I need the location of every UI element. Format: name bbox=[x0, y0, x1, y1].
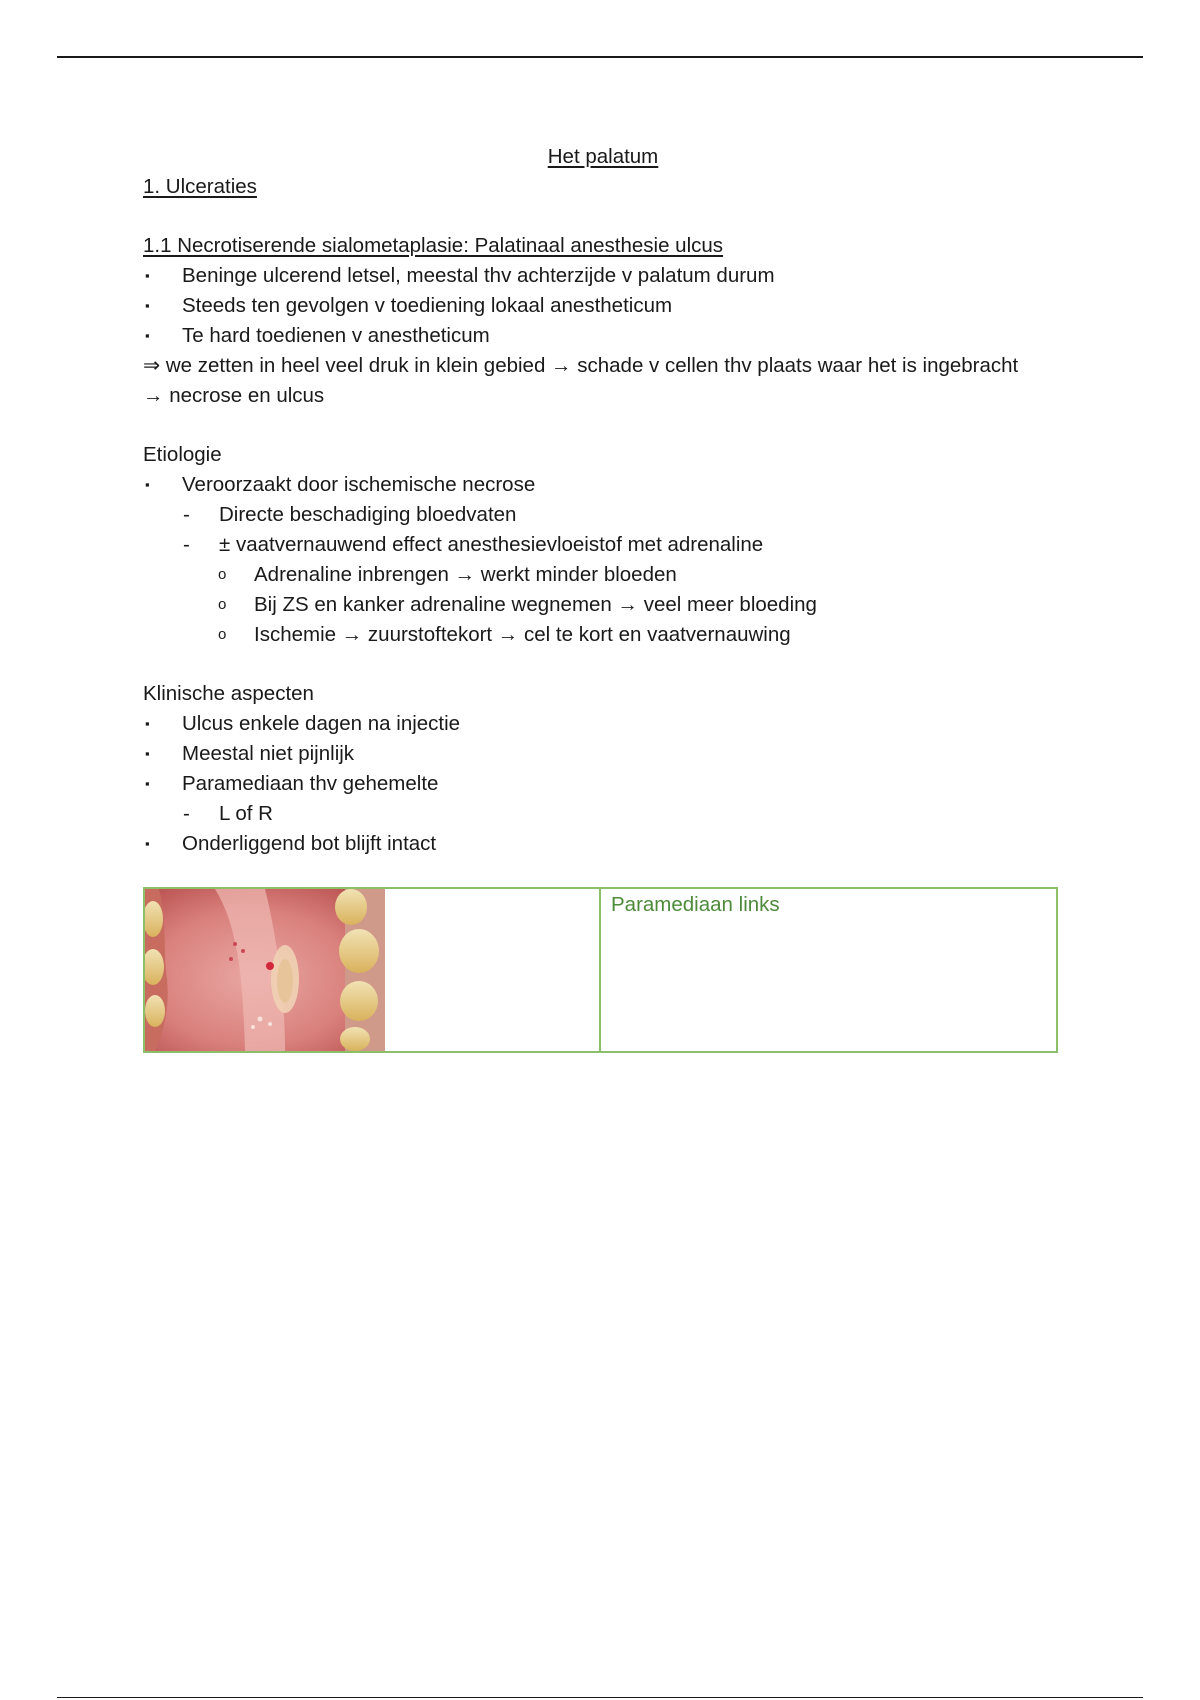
list-item: ▪ Veroorzaakt door ischemische necrose bbox=[143, 470, 1063, 500]
subsection-heading: 1.1 Necrotiserende sialometaplasie: Palatinaal anesthesie ulcus bbox=[143, 234, 724, 257]
sub-list-item: - Directe beschadiging bloedvaten bbox=[143, 500, 1063, 530]
bullet-marker: ▪ bbox=[145, 746, 150, 761]
image-cell bbox=[144, 888, 600, 1052]
list-item: ▪ Beninge ulcerend letsel, meestal thv achterzijde v palatum durum bbox=[143, 261, 1063, 291]
bullet-marker: ▪ bbox=[145, 477, 150, 492]
etiology-heading: Etiologie bbox=[143, 443, 222, 466]
dash-marker: - bbox=[183, 802, 190, 825]
arrow-paragraph: ⇒ we zetten in heel veel druk in klein gebied → schade v cellen thv plaats waar het is ingebracht → necrose en ulcus bbox=[143, 354, 1019, 407]
palate-ulcer-photo bbox=[145, 889, 385, 1051]
bullet-marker: ▪ bbox=[145, 298, 150, 313]
document-page bbox=[143, 142, 1063, 859]
list-item: ▪ Paramediaan thv gehemelte bbox=[143, 769, 1063, 799]
section-heading: 1. Ulceraties bbox=[143, 175, 257, 198]
bullet-marker: ▪ bbox=[145, 836, 150, 851]
bullet-marker: ▪ bbox=[145, 716, 150, 731]
figure-table bbox=[143, 887, 1058, 1053]
circle-marker: o bbox=[218, 566, 227, 583]
page-title: Het palatum bbox=[547, 145, 659, 168]
sub-sub-list-item: o Ischemie → zuurstoftekort → cel te kort en vaatvernauwing bbox=[143, 620, 1063, 650]
caption-cell bbox=[600, 888, 1057, 1052]
figure-caption: Paramediaan links bbox=[611, 893, 780, 916]
list-item: ▪ Onderliggend bot blijft intact bbox=[143, 829, 1063, 859]
sub-list-item: - ± vaatvernauwend effect anesthesievloeistof met adrenaline bbox=[143, 530, 1063, 560]
dash-marker: - bbox=[183, 533, 190, 556]
bullet-marker: ▪ bbox=[145, 268, 150, 283]
list-item: ▪ Meestal niet pijnlijk bbox=[143, 739, 1063, 769]
circle-marker: o bbox=[218, 626, 227, 643]
dash-marker: - bbox=[183, 503, 190, 526]
list-item: ▪ Te hard toedienen v anestheticum bbox=[143, 321, 1063, 351]
clinical-heading: Klinische aspecten bbox=[143, 682, 314, 705]
header-rule bbox=[57, 56, 1143, 58]
list-item: ▪ Ulcus enkele dagen na injectie bbox=[143, 709, 1063, 739]
sub-list-item: - L of R bbox=[143, 799, 1063, 829]
footer-rule bbox=[57, 1697, 1143, 1698]
sub-sub-list-item: o Adrenaline inbrengen → werkt minder bloeden bbox=[143, 560, 1063, 590]
bullet-marker: ▪ bbox=[145, 776, 150, 791]
list-item: ▪ Steeds ten gevolgen v toediening lokaal anestheticum bbox=[143, 291, 1063, 321]
circle-marker: o bbox=[218, 596, 227, 613]
sub-sub-list-item: o Bij ZS en kanker adrenaline wegnemen → veel meer bloeding bbox=[143, 590, 1063, 620]
bullet-marker: ▪ bbox=[145, 328, 150, 343]
